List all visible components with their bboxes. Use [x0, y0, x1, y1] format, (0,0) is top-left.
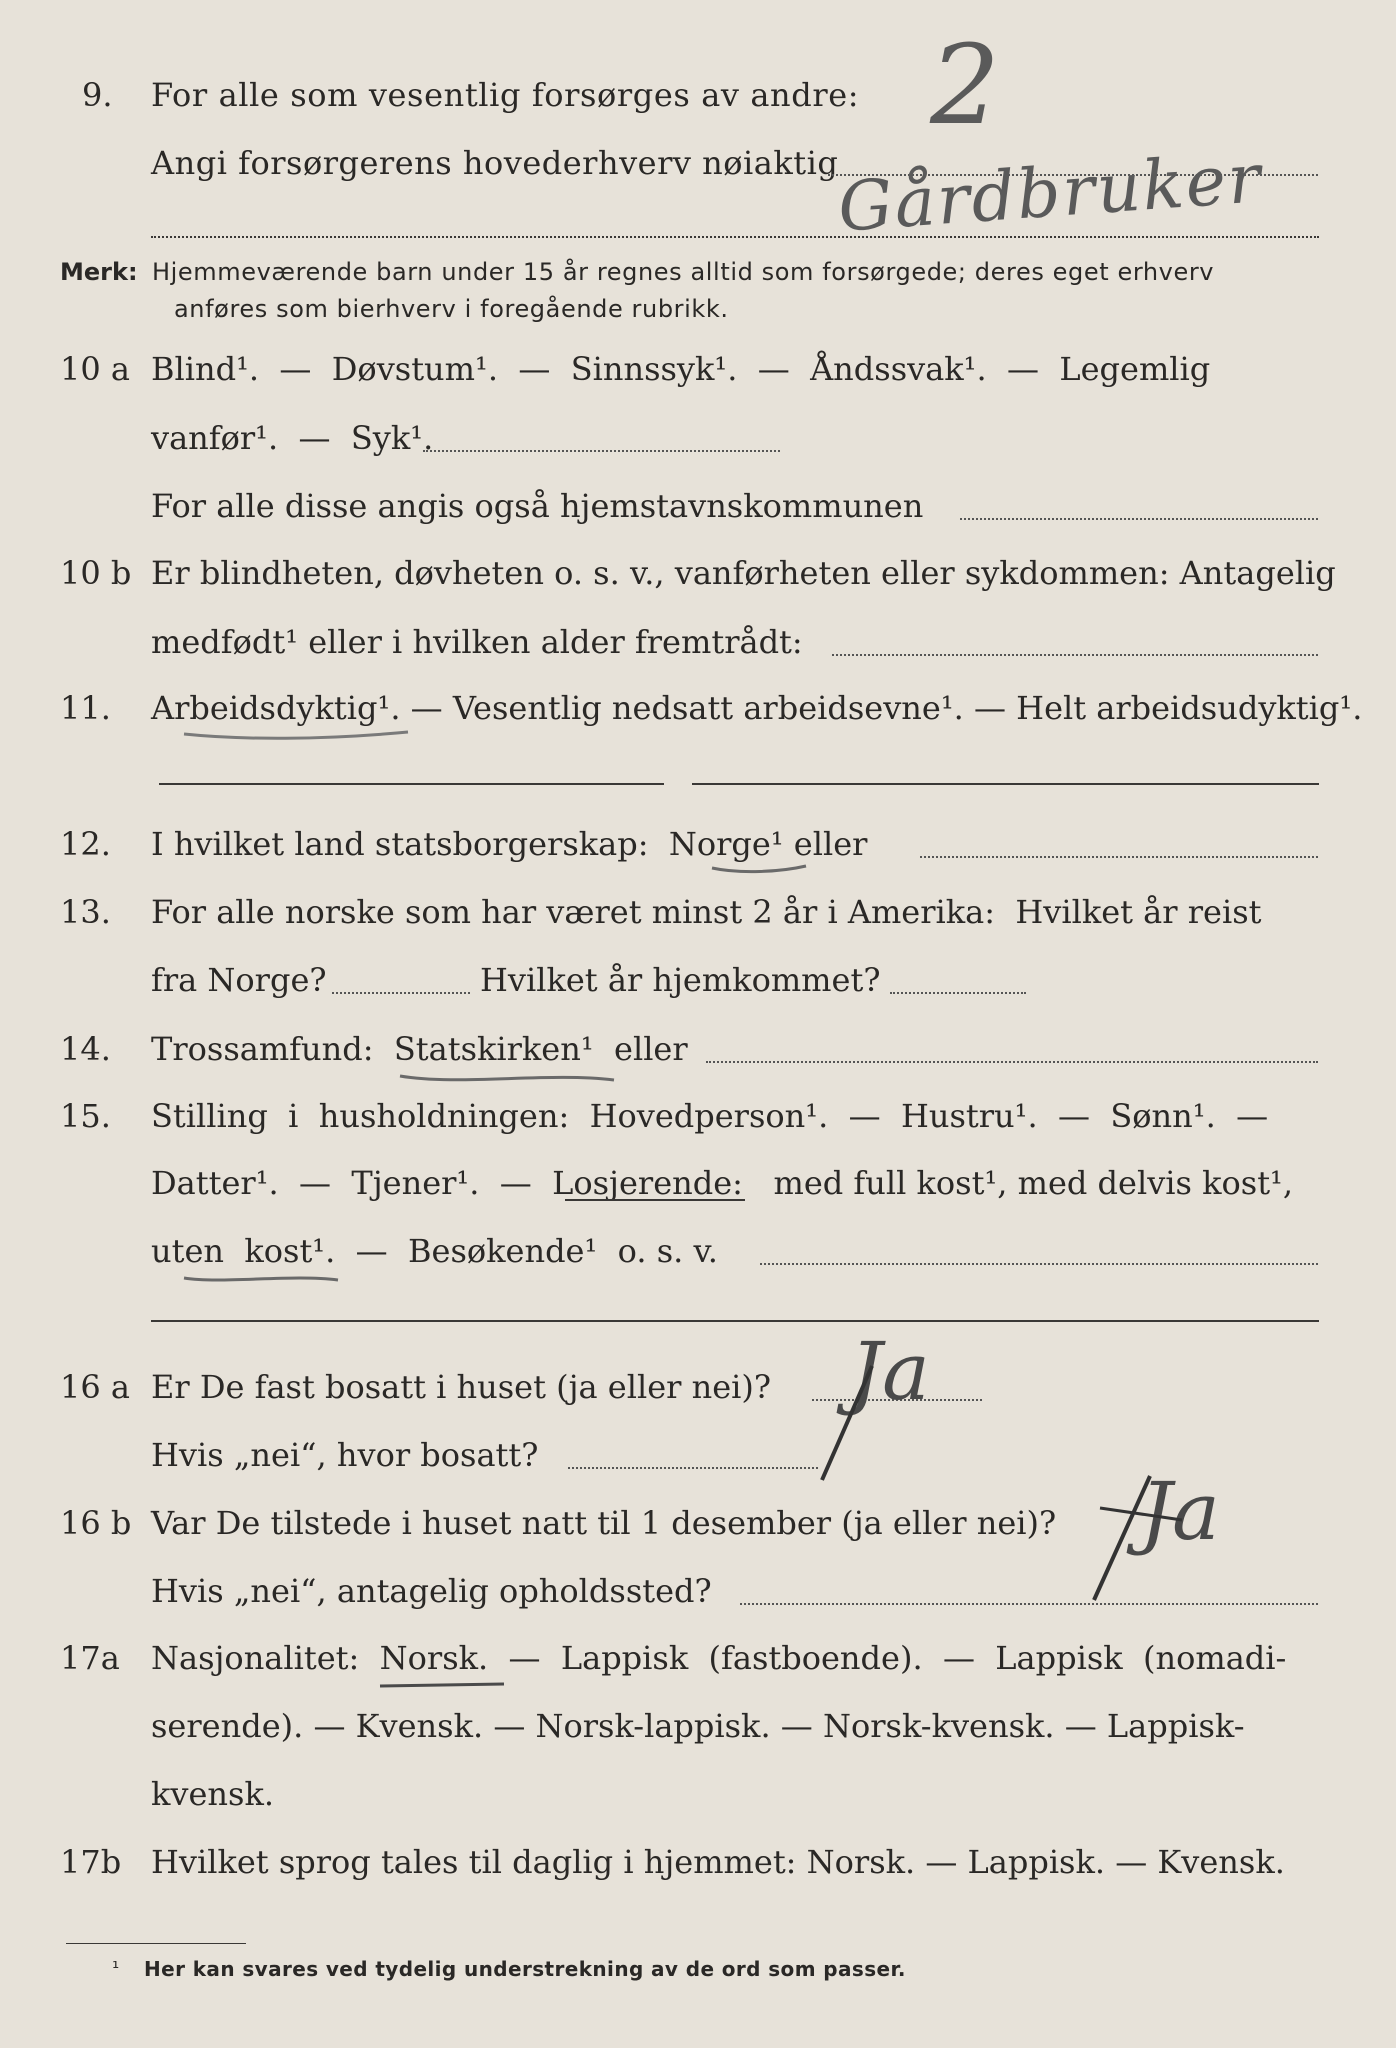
q16a-line-1: Er De fast bosatt i huset (ja eller nei)? — [151, 1368, 772, 1406]
q9-answer-rule — [151, 236, 1319, 238]
item-number-15: 15. — [60, 1097, 111, 1135]
q11-answer-rule-left — [159, 783, 664, 785]
q17a-line-1: Nasjonalitet: Norsk. — Lappisk (fastboende). — Lappisk (nomadi- — [151, 1639, 1287, 1677]
q9-handwritten-mark: 2 — [930, 21, 1000, 149]
q9-line-2: Angi forsørgerens hovederhverv nøiaktig — [151, 144, 839, 182]
q16b-stroke — [1080, 1470, 1190, 1620]
footnote-mark: ¹ — [112, 1958, 120, 1979]
q10a-home-municipality-dots — [960, 518, 1318, 520]
item-number-9: 9. — [82, 76, 113, 114]
q16a-handwritten-answer: Ja — [850, 1325, 930, 1418]
merk-label: Merk: — [60, 258, 138, 286]
q9-handwritten-answer: Gårdbruker — [835, 139, 1265, 248]
q10b-age-dots — [832, 654, 1318, 656]
q16a-residence-dots — [568, 1467, 818, 1469]
q10b-line-1: Er blindheten, døvheten o. s. v., vanførheten eller sykdommen: Antagelig — [151, 554, 1336, 592]
q17a-underline-stroke — [378, 1680, 508, 1692]
item-number-14: 14. — [60, 1030, 111, 1068]
q9-line-1: For alle som vesentlig forsørges av andre: — [151, 76, 860, 114]
item-number-12: 12. — [60, 825, 111, 863]
q14-line-1: Trossamfund: Statskirken¹ eller — [151, 1030, 688, 1068]
q12-country-dots — [920, 856, 1318, 858]
q16b-line-1: Var De tilstede i huset natt til 1 desember (ja eller nei)? — [151, 1504, 1057, 1542]
footnote-rule — [66, 1943, 246, 1944]
q15-underline-stroke — [182, 1270, 342, 1286]
q13-line-1: For alle norske som har været minst 2 år i Amerika: Hvilket år reist — [151, 893, 1262, 931]
q10a-line-1: Blind¹. — Døvstum¹. — Sinnssyk¹. — Åndssvak¹. — Legemlig — [151, 350, 1211, 388]
item-number-10b: 10 b — [60, 554, 132, 592]
q14-faith-dots — [706, 1061, 1318, 1063]
q12-line-1: I hvilket land statsborgerskap: Norge¹ eller — [151, 825, 868, 863]
q17a-line-3: kvensk. — [151, 1775, 274, 1813]
item-number-10a: 10 a — [60, 350, 130, 388]
q13-line-2b: Hvilket år hjemkommet? — [480, 961, 881, 999]
q12-underline-stroke — [710, 862, 810, 878]
q10a-sick-dots — [423, 450, 780, 452]
footnote-text: Her kan svares ved tydelig understrekning av de ord som passer. — [144, 1957, 906, 1981]
item-number-13: 13. — [60, 893, 111, 931]
q17a-line-2: serende). — Kvensk. — Norsk-lappisk. — Norsk-kvensk. — Lappisk- — [151, 1707, 1245, 1745]
q15-answer-dots — [760, 1263, 1318, 1265]
q11-underline-stroke — [182, 724, 412, 744]
q10a-line-3: For alle disse angis også hjemstavnskommunen — [151, 487, 924, 525]
q15-losjerende-underline — [565, 1199, 745, 1201]
q15-line-3: uten kost¹. — Besøkende¹ o. s. v. — [151, 1232, 718, 1270]
item-number-16a: 16 a — [60, 1368, 130, 1406]
q16a-stroke — [812, 1360, 892, 1490]
item-number-11: 11. — [60, 689, 111, 727]
merk-line-2: anføres som bierhverv i foregående rubrikk. — [174, 295, 729, 323]
item-number-16b: 16 b — [60, 1504, 132, 1542]
item-number-17b: 17b — [60, 1843, 122, 1881]
q16b-handwritten-answer: Ja — [1140, 1465, 1220, 1558]
q15-line-2: Datter¹. — Tjener¹. — Losjerende: med full kost¹, med delvis kost¹, — [151, 1164, 1294, 1202]
q13-return-dots — [890, 992, 1026, 994]
q15-line-1: Stilling i husholdningen: Hovedperson¹. — Hustru¹. — Sønn¹. — — [151, 1097, 1269, 1135]
q16b-line-2: Hvis „nei“, antagelig opholdssted? — [151, 1572, 712, 1610]
q11-answer-rule-right — [692, 783, 1319, 785]
q14-underline-stroke — [398, 1066, 618, 1086]
q13-line-2: fra Norge? — [151, 961, 327, 999]
q17b-line-1: Hvilket sprog tales til daglig i hjemmet: Norsk. — Lappisk. — Kvensk. — [151, 1843, 1285, 1881]
q11-line-1: Arbeidsdyktig¹. — Vesentlig nedsatt arbeidsevne¹. — Helt arbeidsudyktig¹. — [151, 689, 1363, 727]
q10b-line-2: medfødt¹ eller i hvilken alder fremtrådt: — [151, 623, 803, 661]
q16b-location-dots — [740, 1603, 1318, 1605]
merk-line-1: Hjemmeværende barn under 15 år regnes alltid som forsørgede; deres eget erhverv — [152, 258, 1215, 286]
q15-answer-rule — [151, 1320, 1319, 1322]
q16a-line-2: Hvis „nei“, hvor bosatt? — [151, 1436, 539, 1474]
item-number-17a: 17a — [60, 1639, 120, 1677]
q10a-line-2: vanfør¹. — Syk¹. — [151, 419, 434, 457]
q13-departure-dots — [332, 992, 470, 994]
